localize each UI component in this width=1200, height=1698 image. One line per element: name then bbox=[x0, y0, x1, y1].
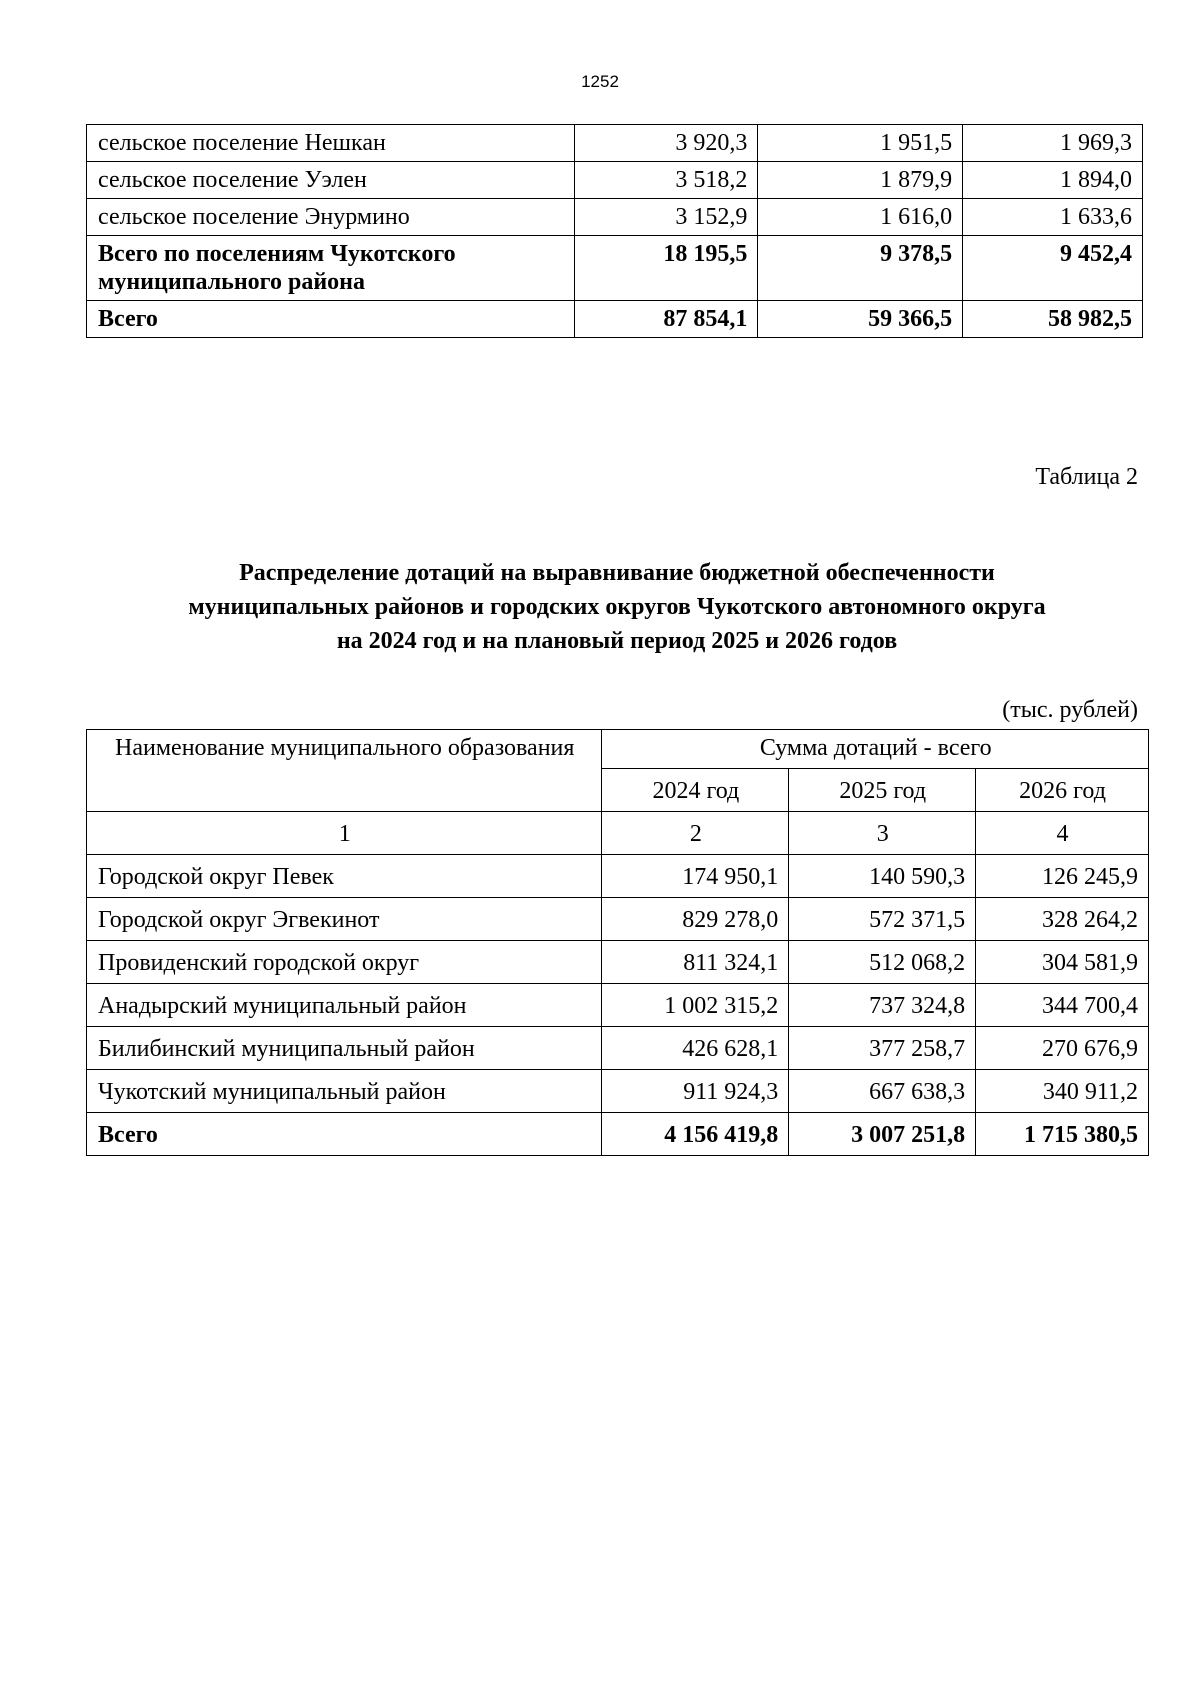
value-cell: 9 378,5 bbox=[758, 236, 963, 301]
value-cell: 426 628,1 bbox=[602, 1027, 789, 1070]
row-name: Анадырский муниципальный район bbox=[87, 984, 602, 1027]
value-cell: 737 324,8 bbox=[789, 984, 976, 1027]
value-cell: 87 854,1 bbox=[574, 301, 758, 338]
value-cell: 1 969,3 bbox=[963, 125, 1143, 162]
value-cell: 3 007 251,8 bbox=[789, 1113, 976, 1156]
value-cell: 126 245,9 bbox=[976, 855, 1149, 898]
page-number: 1252 bbox=[581, 72, 619, 91]
table-row bbox=[87, 1027, 1149, 1070]
row-name: сельское поселение Уэлен bbox=[87, 162, 575, 199]
value-cell: 3 920,3 bbox=[574, 125, 758, 162]
value-cell: 1 633,6 bbox=[963, 199, 1143, 236]
value-cell: 270 676,9 bbox=[976, 1027, 1149, 1070]
row-name: сельское поселение Энурмино bbox=[87, 199, 575, 236]
value-cell: 829 278,0 bbox=[602, 898, 789, 941]
value-cell: 9 452,4 bbox=[963, 236, 1143, 301]
header-row bbox=[87, 730, 1149, 769]
value-cell: 667 638,3 bbox=[789, 1070, 976, 1113]
table-row bbox=[87, 162, 1143, 199]
value-cell: 3 518,2 bbox=[574, 162, 758, 199]
value-cell: 59 366,5 bbox=[758, 301, 963, 338]
header-sum-column: Сумма дотаций - всего bbox=[602, 730, 1149, 769]
value-cell: 174 950,1 bbox=[602, 855, 789, 898]
total-row bbox=[87, 301, 1143, 338]
table-row bbox=[87, 855, 1149, 898]
header-name-column: Наименование муниципального образования bbox=[87, 730, 602, 812]
units-label: (тыс. рублей) bbox=[1002, 697, 1138, 723]
value-cell: 1 002 315,2 bbox=[602, 984, 789, 1027]
row-name: Всего по поселениям Чукотского муниципального района bbox=[87, 236, 575, 301]
table-row bbox=[87, 125, 1143, 162]
table-label: Таблица 2 bbox=[1035, 464, 1138, 490]
column-number: 1 bbox=[87, 812, 602, 855]
value-cell: 344 700,4 bbox=[976, 984, 1149, 1027]
subsidies-table bbox=[86, 729, 1149, 1156]
settlements-table-continuation bbox=[86, 124, 1143, 338]
row-name: сельское поселение Нешкан bbox=[87, 125, 575, 162]
value-cell: 1 894,0 bbox=[963, 162, 1143, 199]
value-cell: 4 156 419,8 bbox=[602, 1113, 789, 1156]
value-cell: 140 590,3 bbox=[789, 855, 976, 898]
table-row bbox=[87, 199, 1143, 236]
row-name: Всего bbox=[87, 301, 575, 338]
column-number: 4 bbox=[976, 812, 1149, 855]
value-cell: 1 715 380,5 bbox=[976, 1113, 1149, 1156]
row-name: Всего bbox=[87, 1113, 602, 1156]
table-title bbox=[86, 556, 1148, 658]
header-year: 2025 год bbox=[789, 769, 976, 812]
value-cell: 1 951,5 bbox=[758, 125, 963, 162]
header-year: 2026 год bbox=[976, 769, 1149, 812]
table-row bbox=[87, 941, 1149, 984]
header-year: 2024 год bbox=[602, 769, 789, 812]
value-cell: 340 911,2 bbox=[976, 1070, 1149, 1113]
value-cell: 377 258,7 bbox=[789, 1027, 976, 1070]
row-name: Городской округ Эгвекинот bbox=[87, 898, 602, 941]
column-number: 3 bbox=[789, 812, 976, 855]
column-numbers-row bbox=[87, 812, 1149, 855]
subtotal-row bbox=[87, 236, 1143, 301]
value-cell: 58 982,5 bbox=[963, 301, 1143, 338]
value-cell: 1 616,0 bbox=[758, 199, 963, 236]
table-row bbox=[87, 984, 1149, 1027]
value-cell: 811 324,1 bbox=[602, 941, 789, 984]
value-cell: 304 581,9 bbox=[976, 941, 1149, 984]
row-name: Провиденский городской округ bbox=[87, 941, 602, 984]
value-cell: 911 924,3 bbox=[602, 1070, 789, 1113]
row-name: Билибинский муниципальный район bbox=[87, 1027, 602, 1070]
value-cell: 3 152,9 bbox=[574, 199, 758, 236]
value-cell: 328 264,2 bbox=[976, 898, 1149, 941]
value-cell: 572 371,5 bbox=[789, 898, 976, 941]
table-row bbox=[87, 1070, 1149, 1113]
value-cell: 1 879,9 bbox=[758, 162, 963, 199]
value-cell: 512 068,2 bbox=[789, 941, 976, 984]
title-line: Распределение дотаций на выравнивание бюджетной обеспеченности bbox=[239, 560, 995, 586]
title-line: муниципальных районов и городских округов Чукотского автономного округа bbox=[188, 594, 1046, 620]
table-row bbox=[87, 898, 1149, 941]
column-number: 2 bbox=[602, 812, 789, 855]
value-cell: 18 195,5 bbox=[574, 236, 758, 301]
row-name: Городской округ Певек bbox=[87, 855, 602, 898]
total-row bbox=[87, 1113, 1149, 1156]
title-line: на 2024 год и на плановый период 2025 и 2026 годов bbox=[336, 628, 898, 654]
row-name: Чукотский муниципальный район bbox=[87, 1070, 602, 1113]
